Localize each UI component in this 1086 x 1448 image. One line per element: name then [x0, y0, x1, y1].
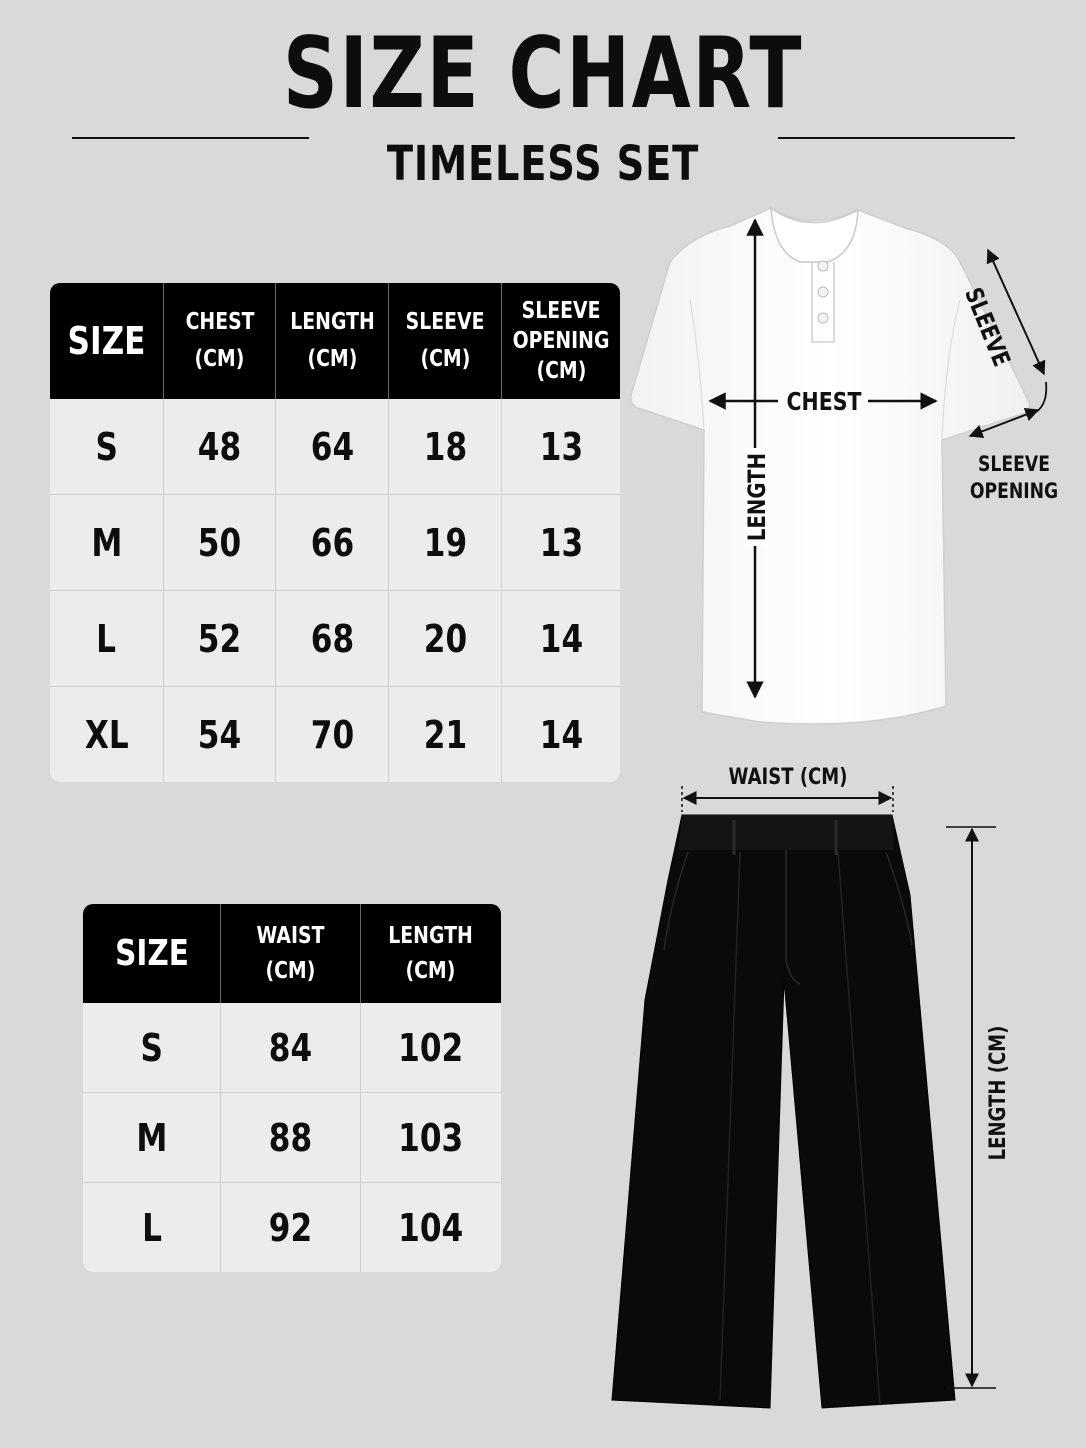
header-text: SLEEVE [405, 309, 485, 335]
page-subtitle: TIMELESS SET [386, 136, 700, 192]
header-unit: (CM) [536, 358, 586, 384]
shirt-button [818, 287, 828, 297]
cell-text: 13 [539, 520, 583, 565]
pants-waistband [678, 815, 894, 850]
cell-text: 54 [198, 712, 242, 757]
cell-text: 64 [310, 424, 355, 469]
pants-length-label: LENGTH (CM) [984, 1025, 1011, 1161]
cell-text: XL [84, 712, 129, 757]
header-text: LENGTH [290, 309, 375, 335]
length-label: LENGTH [744, 452, 772, 542]
header-unit: (CM) [265, 957, 316, 984]
chest-label: CHEST [786, 388, 862, 417]
header-unit: (CM) [420, 346, 471, 372]
pants-body [612, 815, 955, 1408]
cell-text: 103 [398, 1115, 464, 1160]
cell-text: 50 [198, 520, 242, 565]
shirt-body [631, 208, 1030, 724]
cell-text: 20 [423, 616, 467, 661]
cell-text: 48 [198, 424, 242, 469]
page-title: SIZE CHART [282, 17, 804, 131]
cell-text: 18 [423, 424, 467, 469]
header-text: SLEEVE [521, 298, 601, 324]
henley-shirt [631, 208, 1030, 724]
shirt-button [818, 261, 828, 271]
cell-text: M [91, 520, 123, 565]
header-text: WAIST [256, 922, 325, 949]
cell-text: 104 [398, 1205, 464, 1250]
sleeve-opening-label-line1: SLEEVE [978, 451, 1050, 477]
waist-label: WAIST (CM) [728, 763, 848, 790]
cell-text: L [141, 1205, 162, 1250]
cell-text: 21 [423, 712, 467, 757]
cell-text: 52 [198, 616, 242, 661]
header-unit: (CM) [307, 346, 358, 372]
header-text: SIZE [67, 318, 146, 363]
cell-text: S [95, 424, 118, 469]
header-text: LENGTH [388, 922, 473, 949]
sleeve-label: SLEEVE [958, 284, 1015, 371]
cell-text: M [136, 1115, 168, 1160]
cell-text: 14 [539, 616, 583, 661]
cell-text: 84 [268, 1025, 313, 1070]
header-text: CHEST [185, 309, 255, 335]
cell-text: 70 [310, 712, 355, 757]
sleeve-opening-curve [1036, 382, 1046, 412]
cell-text: 88 [268, 1115, 313, 1160]
wide-leg-pants [612, 815, 955, 1408]
header-unit: (CM) [405, 957, 456, 984]
cell-text: 92 [268, 1205, 313, 1250]
cell-text: 102 [398, 1025, 464, 1070]
header-text: SIZE [114, 933, 189, 974]
cell-text: 66 [310, 520, 355, 565]
cell-text: S [140, 1025, 163, 1070]
cell-text: 13 [539, 424, 583, 469]
cell-text: L [96, 616, 117, 661]
sleeve-opening-label-line2: OPENING [969, 478, 1059, 504]
cell-text: 14 [539, 712, 583, 757]
header-text: OPENING [512, 328, 610, 354]
cell-text: 68 [310, 616, 355, 661]
cell-text: 19 [423, 520, 467, 565]
header-unit: (CM) [194, 346, 245, 372]
shirt-button [818, 313, 828, 323]
